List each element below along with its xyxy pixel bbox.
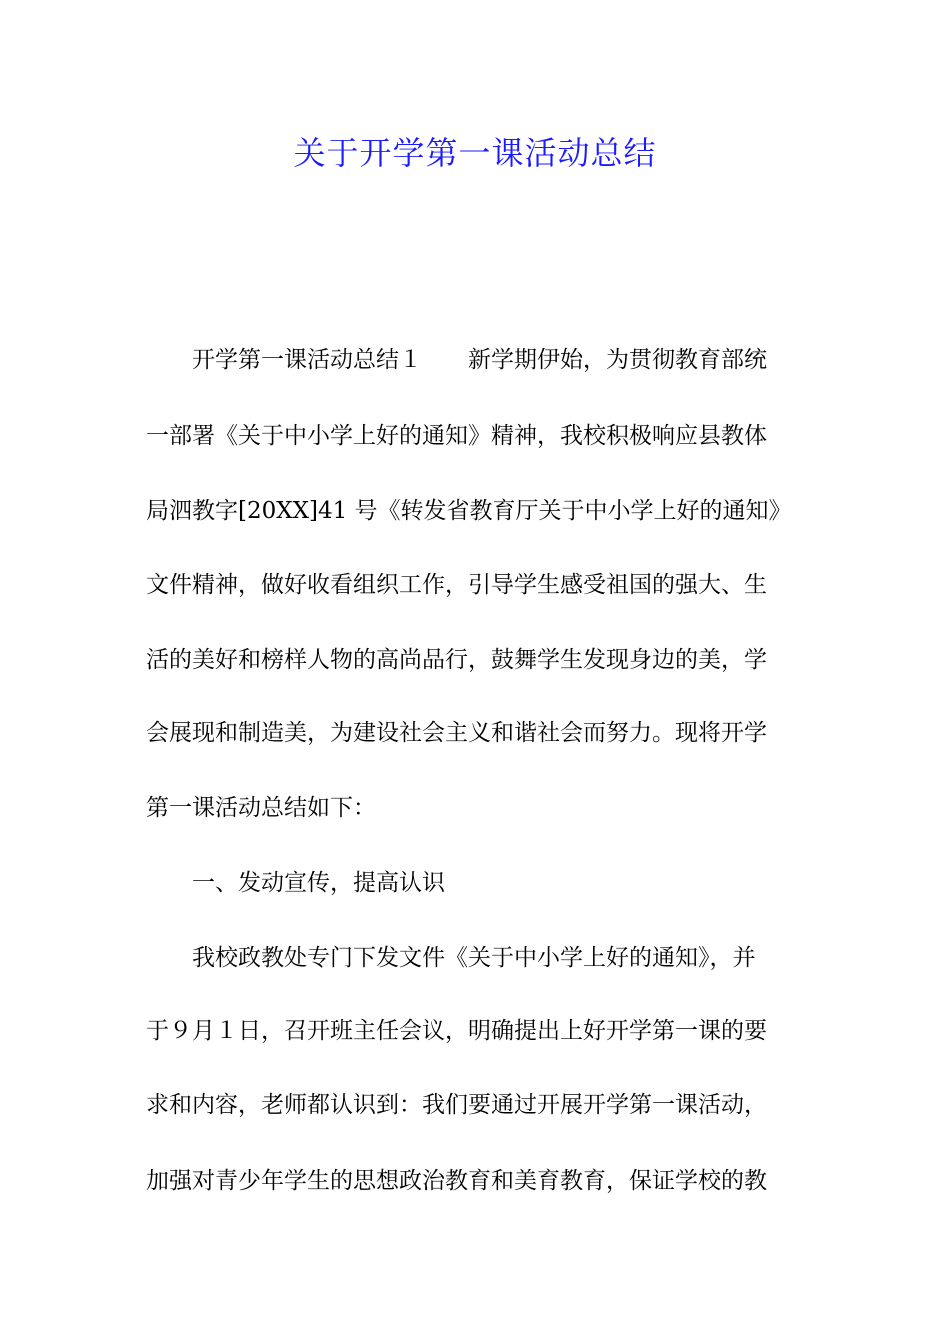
body-line: 局泗教字[20XX]41 号《转发省教育厅关于中小学上好的通知》: [146, 498, 792, 524]
document-title: 关于开学第一课活动总结: [293, 134, 657, 172]
body-line: 文件精神，做好收看组织工作，引导学生感受祖国的强大、生: [146, 572, 767, 598]
body-line: 于９月１日，召开班主任会议，明确提出上好开学第一课的要: [146, 1018, 767, 1044]
section-heading: 一、发动宣传，提高认识: [146, 870, 445, 896]
body-line: 求和内容，老师都认识到：我们要通过开展开学第一课活动，: [146, 1092, 767, 1118]
body-line: 活的美好和榜样人物的高尚品行，鼓舞学生发现身边的美，学: [146, 647, 767, 673]
body-line: 会展现和制造美，为建设社会主义和谐社会而努力。现将开学: [146, 720, 767, 746]
body-line: 加强对青少年学生的思想政治教育和美育教育，保证学校的教: [146, 1168, 767, 1194]
body-line: 一部署《关于中小学上好的通知》精神，我校积极响应县教体: [146, 423, 767, 449]
body-line: 我校政教处专门下发文件《关于中小学上好的通知》，并: [146, 945, 756, 971]
body-line: 第一课活动总结如下：: [146, 795, 376, 821]
body-line: 开学第一课活动总结１ 新学期伊始，为贯彻教育部统: [146, 347, 767, 373]
